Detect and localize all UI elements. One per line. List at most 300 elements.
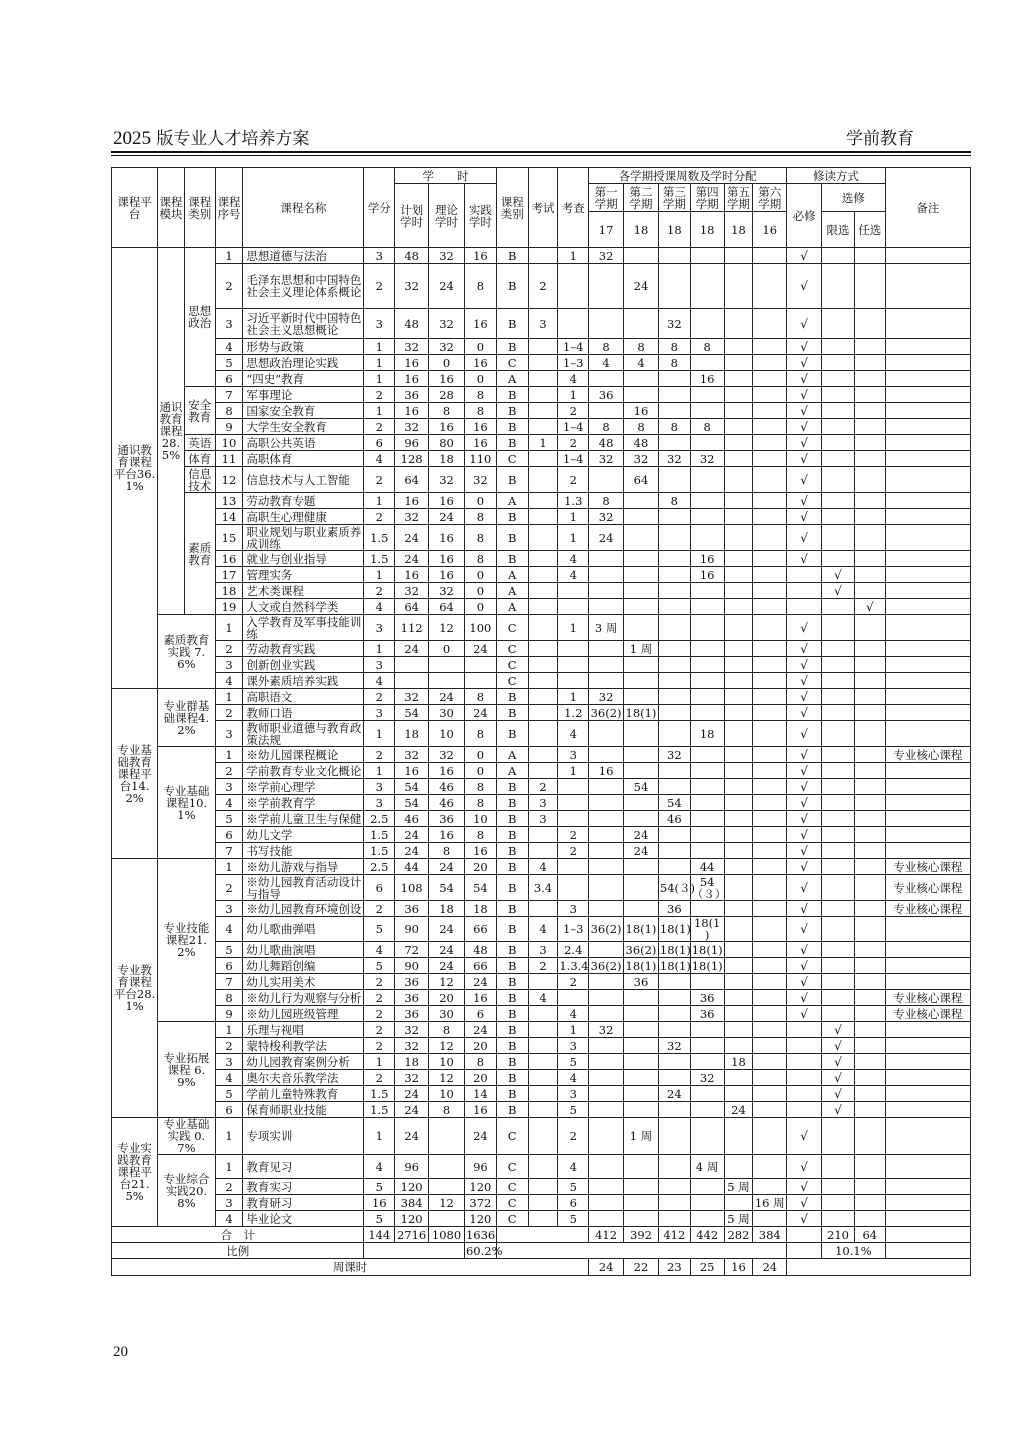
cell-s3: 36: [658, 901, 690, 917]
cell-s5: [724, 309, 753, 339]
cell-name: 劳动教育实践: [243, 641, 364, 657]
cell-lim: [822, 615, 855, 641]
cell-opt: [854, 1086, 885, 1102]
cell-s2: [624, 1022, 659, 1038]
cell-s3: 54: [658, 795, 690, 811]
cell-type: B: [496, 551, 528, 567]
cell-exam: [528, 615, 558, 641]
cell-remark: [885, 942, 970, 958]
totals-remark: [885, 1227, 970, 1243]
cell-opt: [854, 451, 885, 467]
cell-s4: 36: [690, 1006, 724, 1022]
cell-s5: [724, 673, 753, 689]
cell-req: √: [787, 811, 822, 827]
cell-type: B: [496, 875, 528, 901]
cell-lim: √: [822, 567, 855, 583]
cell-req: √: [787, 509, 822, 525]
cell-req: √: [787, 673, 822, 689]
cell-credits: 4: [364, 599, 395, 615]
table-row: [112, 827, 971, 843]
cell-opt: [854, 763, 885, 779]
col-header-semester-group: 各学期授课周数及学时分配: [589, 168, 787, 184]
col-header-sem1: 第一学期: [589, 184, 624, 212]
cell-type: A: [496, 371, 528, 387]
cell-seq: 1: [215, 747, 243, 763]
table-row: [112, 657, 971, 673]
cell-check: 2.4: [558, 942, 589, 958]
cell-type: C: [496, 1155, 528, 1179]
ratio-elective: 10.1%: [822, 1243, 886, 1259]
cell-remark: [885, 339, 970, 355]
cell-name: 学前教育专业文化概论: [243, 763, 364, 779]
cell-s6: [753, 309, 787, 339]
cell-practice: 8: [464, 551, 496, 567]
module-cell: 通识教育课程28.5%: [158, 248, 185, 615]
cell-credits: 2: [364, 509, 395, 525]
cell-s3: [658, 1118, 690, 1155]
cell-s6: [753, 339, 787, 355]
cell-s1: [589, 1070, 624, 1086]
cell-lim: [822, 551, 855, 567]
cell-s4: [690, 763, 724, 779]
cell-name: ※学前教育学: [243, 795, 364, 811]
cell-req: √: [787, 435, 822, 451]
cell-opt: [854, 339, 885, 355]
cell-s2: 1 周: [624, 641, 659, 657]
cell-lim: √: [822, 1054, 855, 1070]
cell-seq: 16: [215, 551, 243, 567]
cell-lim: [822, 958, 855, 974]
cell-s1: [589, 1155, 624, 1179]
cell-s2: [624, 673, 659, 689]
table-row: [112, 779, 971, 795]
cell-s4: [690, 525, 724, 551]
cell-name: 职业规划与职业素质养成训练: [243, 525, 364, 551]
cell-s5: [724, 509, 753, 525]
cell-practice: 32: [464, 467, 496, 493]
cell-check: 3: [558, 747, 589, 763]
cell-s4: 32: [690, 1070, 724, 1086]
cell-lim: [822, 339, 855, 355]
cell-practice: 24: [464, 1022, 496, 1038]
cell-s6: [753, 525, 787, 551]
cell-practice: 8: [464, 403, 496, 419]
cell-s3: [658, 859, 690, 875]
cell-plan: 32: [395, 583, 429, 599]
cell-s1: 32: [589, 248, 624, 264]
cell-exam: [528, 1054, 558, 1070]
cell-theory: 8: [429, 1102, 465, 1118]
cell-s1: [589, 1086, 624, 1102]
cell-req: [787, 1022, 822, 1038]
cell-opt: [854, 747, 885, 763]
cell-practice: 66: [464, 917, 496, 942]
cell-lim: [822, 1211, 855, 1227]
cell-seq: 7: [215, 843, 243, 859]
cell-type: A: [496, 583, 528, 599]
cell-seq: 1: [215, 1118, 243, 1155]
cell-s2: [624, 1070, 659, 1086]
totals-s4: 442: [690, 1227, 724, 1243]
cell-lim: √: [822, 1070, 855, 1086]
cell-exam: 3: [528, 942, 558, 958]
cell-s2: 54: [624, 779, 659, 795]
table-row: [112, 747, 971, 763]
cell-s5: [724, 525, 753, 551]
cell-lim: [822, 1118, 855, 1155]
cell-check: 2: [558, 974, 589, 990]
cell-s4: [690, 1054, 724, 1070]
cell-s6: [753, 958, 787, 974]
cell-seq: 3: [215, 779, 243, 795]
cell-practice: 20: [464, 1038, 496, 1054]
cell-credits: 2: [364, 467, 395, 493]
cell-check: [558, 599, 589, 615]
cell-exam: 2: [528, 264, 558, 309]
cell-plan: 18: [395, 1054, 429, 1070]
cell-s6: [753, 974, 787, 990]
cell-credits: 5: [364, 917, 395, 942]
cell-credits: 2: [364, 264, 395, 309]
cell-s4: 36: [690, 990, 724, 1006]
table-row: [112, 435, 971, 451]
cell-s4: [690, 1211, 724, 1227]
cell-opt: [854, 657, 885, 673]
cell-lim: [822, 673, 855, 689]
cell-s3: [658, 1054, 690, 1070]
cell-check: [558, 264, 589, 309]
cell-s5: [724, 1195, 753, 1211]
cell-plan: 96: [395, 435, 429, 451]
cell-credits: 1: [364, 371, 395, 387]
cell-lim: [822, 403, 855, 419]
cell-plan: 24: [395, 843, 429, 859]
cell-lim: [822, 811, 855, 827]
cell-req: [787, 567, 822, 583]
table-row: [112, 1070, 971, 1086]
cell-seq: 9: [215, 419, 243, 435]
platform-cell: 专业基础教育课程平台14.2%: [112, 689, 158, 859]
cell-s4: [690, 901, 724, 917]
cell-type: B: [496, 917, 528, 942]
cell-remark: [885, 641, 970, 657]
cell-remark: [885, 403, 970, 419]
cell-s3: [658, 567, 690, 583]
cell-seq: 3: [215, 309, 243, 339]
cell-check: 1: [558, 1022, 589, 1038]
cell-opt: [854, 403, 885, 419]
cell-s2: [624, 509, 659, 525]
table-row: [112, 990, 971, 1006]
cell-lim: [822, 1006, 855, 1022]
cell-credits: 3: [364, 657, 395, 673]
cell-s6: [753, 942, 787, 958]
cell-seq: 4: [215, 673, 243, 689]
totals-opt: 64: [854, 1227, 885, 1243]
cell-plan: 32: [395, 689, 429, 705]
ratio-remark: [885, 1243, 970, 1259]
cell-s6: [753, 387, 787, 403]
cell-plan: 64: [395, 467, 429, 493]
cell-exam: 3: [528, 795, 558, 811]
cell-theory: 46: [429, 779, 465, 795]
cell-lim: [822, 641, 855, 657]
col-header-remark: 备注: [885, 168, 970, 248]
cell-exam: [528, 567, 558, 583]
cell-req: √: [787, 795, 822, 811]
cell-theory: [429, 657, 465, 673]
col-header-exam: 考试: [528, 168, 558, 248]
cell-type: B: [496, 339, 528, 355]
cell-opt: √: [854, 599, 885, 615]
cell-exam: 4: [528, 917, 558, 942]
cell-remark: 专业核心课程: [885, 859, 970, 875]
cell-seq: 6: [215, 1102, 243, 1118]
cell-seq: 1: [215, 859, 243, 875]
cell-lim: [822, 1195, 855, 1211]
cell-remark: [885, 974, 970, 990]
cell-exam: [528, 689, 558, 705]
cell-check: 1–4: [558, 419, 589, 435]
cell-practice: 10: [464, 811, 496, 827]
cell-s5: [724, 990, 753, 1006]
cell-s1: [589, 567, 624, 583]
cell-req: √: [787, 419, 822, 435]
cell-check: 3: [558, 1038, 589, 1054]
cell-theory: 16: [429, 567, 465, 583]
cell-name: 教育实习: [243, 1179, 364, 1195]
cell-seq: 3: [215, 1054, 243, 1070]
cell-exam: [528, 721, 558, 747]
cell-theory: [429, 1179, 465, 1195]
cell-practice: 24: [464, 1118, 496, 1155]
cell-type: B: [496, 1022, 528, 1038]
cell-s4: [690, 1038, 724, 1054]
cell-s2: [624, 657, 659, 673]
cell-name: 幼儿文学: [243, 827, 364, 843]
cell-seq: 6: [215, 371, 243, 387]
cell-s4: [690, 309, 724, 339]
cell-s1: [589, 403, 624, 419]
cell-theory: 12: [429, 1038, 465, 1054]
totals-plan: 2716: [395, 1227, 429, 1243]
cell-theory: 32: [429, 339, 465, 355]
cell-s3: 32: [658, 309, 690, 339]
cell-exam: [528, 1022, 558, 1038]
cell-remark: [885, 451, 970, 467]
cell-s3: 32: [658, 1038, 690, 1054]
cell-s2: 4: [624, 355, 659, 371]
table-row: [112, 599, 971, 615]
cell-practice: 48: [464, 942, 496, 958]
cell-s5: [724, 705, 753, 721]
cell-opt: [854, 615, 885, 641]
cell-seq: 17: [215, 567, 243, 583]
cell-practice: 16: [464, 435, 496, 451]
cell-s2: 8: [624, 419, 659, 435]
cell-remark: [885, 1211, 970, 1227]
cell-type: A: [496, 493, 528, 509]
cell-theory: 46: [429, 795, 465, 811]
cell-s4: [690, 615, 724, 641]
totals-theory: 1080: [429, 1227, 465, 1243]
cell-s5: [724, 779, 753, 795]
cell-exam: 3.4: [528, 875, 558, 901]
cell-exam: [528, 419, 558, 435]
cell-remark: [885, 1118, 970, 1155]
module-cell: 专业综合实践20.8%: [158, 1155, 215, 1227]
table-row: [112, 1179, 971, 1195]
cell-s2: [624, 583, 659, 599]
cell-check: 1.2: [558, 705, 589, 721]
cell-s5: [724, 248, 753, 264]
cell-s1: [589, 974, 624, 990]
cell-type: C: [496, 1211, 528, 1227]
cell-credits: 1: [364, 567, 395, 583]
cell-remark: [885, 419, 970, 435]
cell-check: 1: [558, 689, 589, 705]
cell-lim: [822, 419, 855, 435]
cell-check: 5: [558, 1054, 589, 1070]
cell-s6: [753, 1022, 787, 1038]
cell-type: B: [496, 1070, 528, 1086]
cell-theory: 64: [429, 599, 465, 615]
cell-type: B: [496, 811, 528, 827]
cell-remark: [885, 721, 970, 747]
cell-plan: 96: [395, 1155, 429, 1179]
cell-check: 1–3: [558, 355, 589, 371]
cell-s5: [724, 615, 753, 641]
cell-type: B: [496, 974, 528, 990]
cell-s6: [753, 599, 787, 615]
cell-check: 1: [558, 387, 589, 403]
cell-seq: 2: [215, 705, 243, 721]
cell-type: C: [496, 451, 528, 467]
cell-type: B: [496, 1054, 528, 1070]
cell-opt: [854, 859, 885, 875]
cell-s1: [589, 264, 624, 309]
cell-practice: 0: [464, 371, 496, 387]
cell-s5: [724, 371, 753, 387]
module-cell: 专业群基础课程4.2%: [158, 689, 215, 747]
cell-theory: 8: [429, 843, 465, 859]
cell-credits: 1.5: [364, 827, 395, 843]
cell-theory: 8: [429, 403, 465, 419]
cell-type: B: [496, 1038, 528, 1054]
cell-opt: [854, 525, 885, 551]
cell-seq: 13: [215, 493, 243, 509]
table-row: [112, 875, 971, 901]
cell-s6: [753, 673, 787, 689]
cell-s5: [724, 875, 753, 901]
category-cell: 安全教育: [184, 387, 215, 435]
table-row: [112, 583, 971, 599]
cell-s5: [724, 264, 753, 309]
cell-credits: 1: [364, 721, 395, 747]
cell-exam: [528, 1195, 558, 1211]
cell-practice: 0: [464, 599, 496, 615]
cell-check: 4: [558, 567, 589, 583]
cell-s4: [690, 843, 724, 859]
cell-s4: [690, 264, 724, 309]
cell-remark: [885, 599, 970, 615]
cell-seq: 2: [215, 264, 243, 309]
totals-empty: [496, 1227, 588, 1243]
cell-remark: [885, 525, 970, 551]
cell-s5: [724, 747, 753, 763]
cell-credits: 2: [364, 419, 395, 435]
cell-lim: [822, 1179, 855, 1195]
cell-remark: 专业核心课程: [885, 875, 970, 901]
category-cell: 体育: [184, 451, 215, 467]
cell-practice: 24: [464, 705, 496, 721]
col-header-sem5: 第五学期: [724, 184, 753, 212]
cell-type: B: [496, 859, 528, 875]
table-row: [112, 1086, 971, 1102]
cell-s3: 54(３): [658, 875, 690, 901]
cell-credits: 1: [364, 339, 395, 355]
cell-req: √: [787, 1006, 822, 1022]
cell-req: √: [787, 1118, 822, 1155]
col-header-platform: 课程平台: [112, 168, 158, 248]
cell-s2: [624, 599, 659, 615]
table-row: [112, 763, 971, 779]
cell-s2: [624, 747, 659, 763]
cell-s3: [658, 551, 690, 567]
cell-seq: 4: [215, 1070, 243, 1086]
cell-s5: [724, 974, 753, 990]
cell-s4: [690, 403, 724, 419]
cell-remark: [885, 583, 970, 599]
cell-opt: [854, 551, 885, 567]
cell-s5: 5 周: [724, 1179, 753, 1195]
cell-s6: [753, 827, 787, 843]
cell-s2: 24: [624, 843, 659, 859]
cell-req: √: [787, 843, 822, 859]
cell-seq: 8: [215, 403, 243, 419]
cell-plan: 54: [395, 705, 429, 721]
cell-opt: [854, 958, 885, 974]
cell-s2: 1 周: [624, 1118, 659, 1155]
cell-credits: 16: [364, 1195, 395, 1211]
cell-s2: [624, 721, 659, 747]
cell-s6: [753, 583, 787, 599]
cell-s6: [753, 990, 787, 1006]
cell-check: 1: [558, 525, 589, 551]
cell-req: √: [787, 990, 822, 1006]
weekly-s5: 16: [724, 1259, 753, 1276]
col-header-limited: 限选: [822, 212, 855, 248]
cell-s4: 18(1): [691, 958, 723, 973]
cell-s4: [690, 493, 724, 509]
cell-seq: 15: [215, 525, 243, 551]
col-header-weeks-5: 18: [724, 212, 753, 248]
cell-req: √: [787, 641, 822, 657]
cell-remark: [885, 615, 970, 641]
cell-practice: 8: [464, 264, 496, 309]
cell-s4: [690, 641, 724, 657]
cell-req: √: [787, 248, 822, 264]
cell-type: B: [496, 721, 528, 747]
cell-opt: [854, 990, 885, 1006]
cell-s4: [690, 387, 724, 403]
cell-remark: [885, 551, 970, 567]
table-row: [112, 705, 971, 721]
table-row: [112, 1118, 971, 1155]
cell-name: 保育师职业技能: [243, 1102, 364, 1118]
cell-s1: 32: [589, 1022, 624, 1038]
cell-lim: √: [822, 1086, 855, 1102]
